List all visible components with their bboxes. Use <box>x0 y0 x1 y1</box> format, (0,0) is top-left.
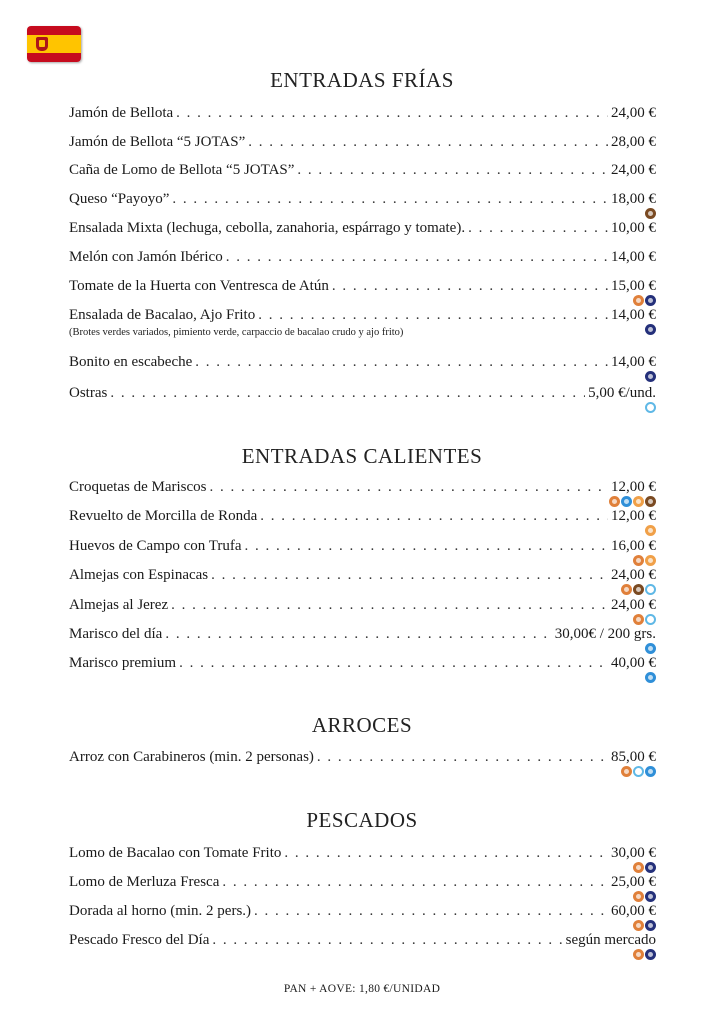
item-price: 12,00 € <box>611 479 656 495</box>
egg-icon <box>645 525 656 536</box>
menu-item <box>69 844 656 862</box>
item-name: Melón con Jamón Ibérico <box>69 249 223 265</box>
item-name: Huevos de Campo con Trufa <box>69 538 242 554</box>
menu-item <box>69 537 656 555</box>
item-price: 24,00 € <box>611 567 656 583</box>
crustacean-icon <box>645 672 656 683</box>
menu-item <box>69 190 656 208</box>
fish-icon <box>645 891 656 902</box>
item-price: 12,00 € <box>611 508 656 524</box>
gluten-icon <box>633 891 644 902</box>
egg-icon <box>633 496 644 507</box>
item-price: 28,00 € <box>611 134 656 150</box>
menu-item <box>69 902 656 920</box>
item-name: Jamón de Bellota <box>69 105 174 121</box>
item-name: Jamón de Bellota “5 JOTAS” <box>69 134 246 150</box>
item-name: Lomo de Bacalao con Tomate Frito <box>69 845 282 861</box>
item-name: Bonito en escabeche <box>69 354 193 370</box>
menu-item <box>69 596 656 614</box>
fish-icon <box>645 371 656 382</box>
spanish-flag-icon[interactable] <box>27 26 81 62</box>
menu-item <box>69 133 656 151</box>
item-price: 25,00 € <box>611 874 656 890</box>
milk-icon <box>633 584 644 595</box>
menu-item <box>69 566 656 584</box>
item-name: Arroz con Carabineros (min. 2 personas) <box>69 749 314 765</box>
menu-item <box>69 384 656 402</box>
mollusc-icon <box>645 614 656 625</box>
mollusc-icon <box>633 766 644 777</box>
gluten-icon <box>633 614 644 625</box>
item-name: Ostras <box>69 385 108 401</box>
item-name: Tomate de la Huerta con Ventresca de Atún <box>69 278 329 294</box>
section-title-pescados: PESCADOS <box>306 808 418 832</box>
item-name: Almejas al Jerez <box>69 597 169 613</box>
item-name: Queso “Payoyo” <box>69 191 170 207</box>
menu-item <box>69 353 656 371</box>
menu-item <box>69 248 656 266</box>
menu-item <box>69 306 656 339</box>
section-title-entradas-frias: ENTRADAS FRÍAS <box>270 68 454 92</box>
menu-item <box>69 478 656 496</box>
item-name: Almejas con Espinacas <box>69 567 209 583</box>
item-price: 14,00 € <box>611 354 656 370</box>
gluten-icon <box>633 555 644 566</box>
menu-item <box>69 161 656 179</box>
item-name: Marisco del día <box>69 626 163 642</box>
item-price: 24,00 € <box>611 597 656 613</box>
item-description: (Brotes verdes variados, pimiento verde, carpaccio de bacalao crudo y ajo frito) <box>69 327 404 338</box>
menu-item <box>69 931 656 949</box>
menu-item <box>69 873 656 891</box>
item-price: 24,00 € <box>611 105 656 121</box>
item-name: Ensalada de Bacalao, Ajo Frito <box>69 307 256 323</box>
mollusc-icon <box>645 402 656 413</box>
item-name: Pescado Fresco del Día <box>69 932 210 948</box>
crustacean-icon <box>621 496 632 507</box>
menu-item <box>69 625 656 643</box>
bread-oil-note: PAN + AOVE: 1,80 €/UNIDAD <box>283 983 441 995</box>
item-price: 85,00 € <box>611 749 656 765</box>
gluten-icon <box>609 496 620 507</box>
gluten-icon <box>621 584 632 595</box>
gluten-icon <box>633 862 644 873</box>
section-title-arroces: ARROCES <box>311 713 413 737</box>
gluten-icon <box>633 949 644 960</box>
egg-icon <box>645 555 656 566</box>
item-price: 24,00 € <box>611 162 656 178</box>
fish-icon <box>645 949 656 960</box>
item-price: 30,00€ / 200 grs. <box>554 626 656 642</box>
menu-item <box>69 654 656 672</box>
crustacean-icon <box>645 643 656 654</box>
item-price: 15,00 € <box>611 278 656 294</box>
section-title-entradas-calientes: ENTRADAS CALIENTES <box>241 444 483 468</box>
gluten-icon <box>621 766 632 777</box>
fish-icon <box>645 324 656 335</box>
item-name: Caña de Lomo de Bellota “5 JOTAS” <box>69 162 295 178</box>
mollusc-icon <box>645 584 656 595</box>
menu-item <box>69 507 656 525</box>
item-name: Lomo de Merluza Fresca <box>69 874 220 890</box>
fish-icon <box>645 295 656 306</box>
item-price: 14,00 € <box>611 249 656 265</box>
fish-icon <box>645 862 656 873</box>
item-name: Dorada al horno (min. 2 pers.) <box>69 903 252 919</box>
menu-item <box>69 277 656 295</box>
menu-item <box>69 104 656 122</box>
item-name: Croquetas de Mariscos <box>69 479 207 495</box>
fish-icon <box>645 920 656 931</box>
item-price: 10,00 € <box>611 220 656 236</box>
gluten-icon <box>633 295 644 306</box>
item-price: 16,00 € <box>611 538 656 554</box>
item-name: Ensalada Mixta (lechuga, cebolla, zanahoria, espárrago y tomate). <box>69 220 466 236</box>
item-name: Marisco premium <box>69 655 177 671</box>
gluten-icon <box>633 920 644 931</box>
item-price: 60,00 € <box>611 903 656 919</box>
item-price: 5,00 €/und. <box>588 385 656 401</box>
item-price: 14,00 € <box>611 307 656 323</box>
item-price: 18,00 € <box>611 191 656 207</box>
item-price: 30,00 € <box>611 845 656 861</box>
item-price: según mercado <box>565 932 656 948</box>
item-price: 40,00 € <box>611 655 656 671</box>
item-name: Revuelto de Morcilla de Ronda <box>69 508 258 524</box>
milk-icon <box>645 208 656 219</box>
menu-item <box>69 748 656 766</box>
milk-icon <box>645 496 656 507</box>
menu-item <box>69 219 656 237</box>
crustacean-icon <box>645 766 656 777</box>
